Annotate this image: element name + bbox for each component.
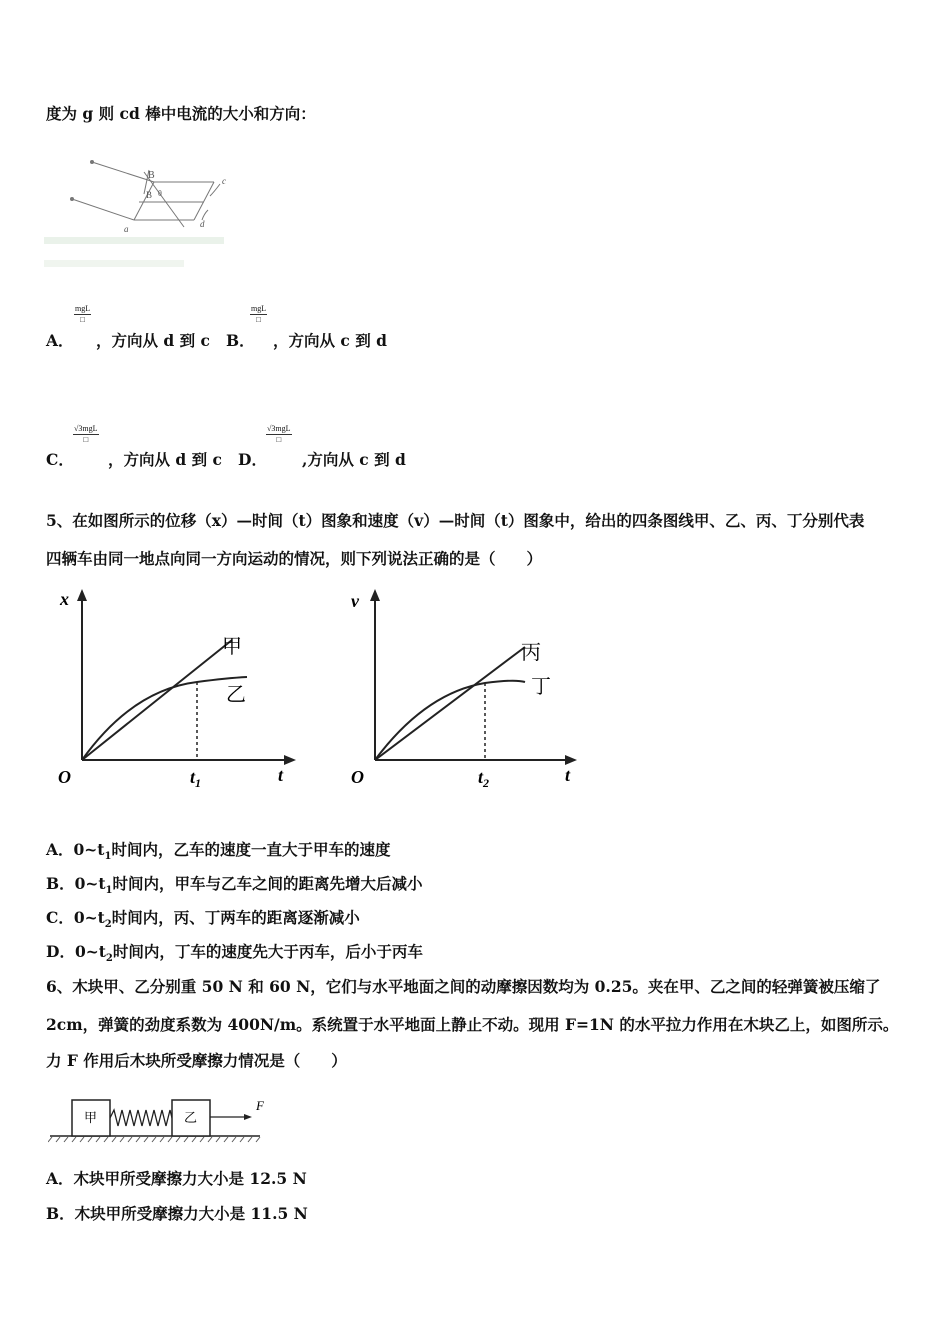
q6-option-b: B．木块甲所受摩擦力大小是 11.5 N [46,1204,308,1223]
vt-x-axis-label: t [565,765,571,785]
curve-ding [375,681,525,760]
q6-stem-line1: 6、木块甲、乙分别重 50 N 和 60 N，它们与水平地面之间的动摩擦因数均为 0.25。夹在甲、乙之间的轻弹簧被压缩了 [46,977,881,996]
label-jia: 甲 [222,636,242,658]
xt-tick-letter: t [190,767,196,787]
line-bing [375,647,525,760]
option-a-denominator: □ [80,315,85,324]
option-b-denominator: □ [256,315,261,324]
xt-x-axis-label: t [278,765,284,785]
option-c-denominator: □ [83,435,89,444]
xt-y-axis-label: x [60,589,69,609]
option-a-label: A． [46,331,74,350]
q5-stem-line2: 四辆车由同一地点向同一方向运动的情况，则下列说法正确的是（ ） [46,549,543,568]
q5-b-sub: 1 [105,885,113,897]
option-c-label: C． [46,450,74,469]
force-label: F [256,1098,264,1113]
option-a-text: ，方向从 d 到 c [96,331,210,350]
q5-c-sub: 2 [104,919,112,931]
q6-stem-line2: 2cm，弹簧的劲度系数为 400N/m。系统置于水平地面上静止不动。现用 F=1N 的水平拉力作用在木块乙上，如图所示。 [46,1015,899,1034]
force-arrow-icon [244,1114,252,1120]
question-fragment-line: 度为 g 则 cd 棒中电流的大小和方向： [46,104,316,123]
block-jia-label: 甲 [84,1110,98,1125]
option-b-fraction [250,304,267,325]
vt-tick-label [478,767,489,790]
option-d-text: ,方向从 c 到 d [302,450,406,469]
option-c-text: ，方向从 d 到 c [108,450,222,469]
option-b-text: ，方向从 c 到 d [273,331,387,350]
option-c-fraction [73,424,99,445]
rails-figure [44,132,244,277]
xt-graph [52,585,302,795]
q5-option-b [46,872,423,896]
q5-option-c [46,906,360,930]
q5-c-pre: C．0~t [46,908,105,927]
block-yi-label: 乙 [184,1110,198,1125]
q5-option-a [46,838,390,862]
q6-option-a: A．木块甲所受摩擦力大小是 12.5 N [46,1169,307,1188]
q5-stem-line1: 5、在如图所示的位移（x）—时间（t）图象和速度（v）—时间（t）图象中，给出的四条图线甲、乙、丙、丁分别代表 [46,511,865,530]
option-a-numerator: mgL [75,304,91,313]
option-a-fraction [74,304,91,325]
label-theta: θ [158,189,162,198]
q5-a-sub: 1 [104,851,112,863]
option-b-label: B． [226,331,255,350]
q5-d-sub: 2 [105,953,113,965]
label-yi: 乙 [226,684,246,706]
q5-d-post: 时间内，丁车的速度先大于丙车，后小于丙车 [112,942,423,961]
option-d-fraction [266,424,292,445]
option-d-label: D． [238,450,267,469]
spring [110,1110,178,1126]
xt-tick-sub: 1 [195,776,202,790]
option-c-numerator: √3mgL [74,424,98,433]
xt-tick-label [190,767,201,790]
q5-b-pre: B．0~t [46,874,106,893]
vt-y-axis-label: v [351,591,359,611]
label-c: c [222,176,226,186]
label-ding: 丁 [531,676,551,698]
xt-origin-label: O [58,767,71,787]
vt-origin-label: O [351,767,364,787]
label-b1: B [148,170,155,181]
q5-c-post: 时间内，丙、丁两车的距离逐渐减小 [111,908,360,927]
q5-a-post: 时间内，乙车的速度一直大于甲车的速度 [111,840,391,859]
vt-tick-sub: 2 [483,776,490,790]
q5-option-d [46,940,423,964]
q6-stem-line3: 力 F 作用后木块所受摩擦力情况是（ ） [46,1051,347,1070]
line-jia [82,640,232,760]
q5-d-pre: D．0~t [46,942,106,961]
label-bing: 丙 [521,642,541,664]
label-d: d [200,219,205,229]
option-d-denominator: □ [276,435,282,444]
q5-a-pre: A．0~t [46,840,105,859]
option-b-numerator: mgL [251,304,267,313]
vt-tick-letter: t [478,767,484,787]
curve-yi [82,677,247,760]
vt-graph [345,585,595,795]
option-d-numerator: √3mgL [267,424,291,433]
label-b2: B [146,190,153,200]
label-a: a [124,224,129,234]
q5-b-post: 时间内，甲车与乙车之间的距离先增大后减小 [112,874,423,893]
spring-blocks-figure [48,1090,278,1150]
